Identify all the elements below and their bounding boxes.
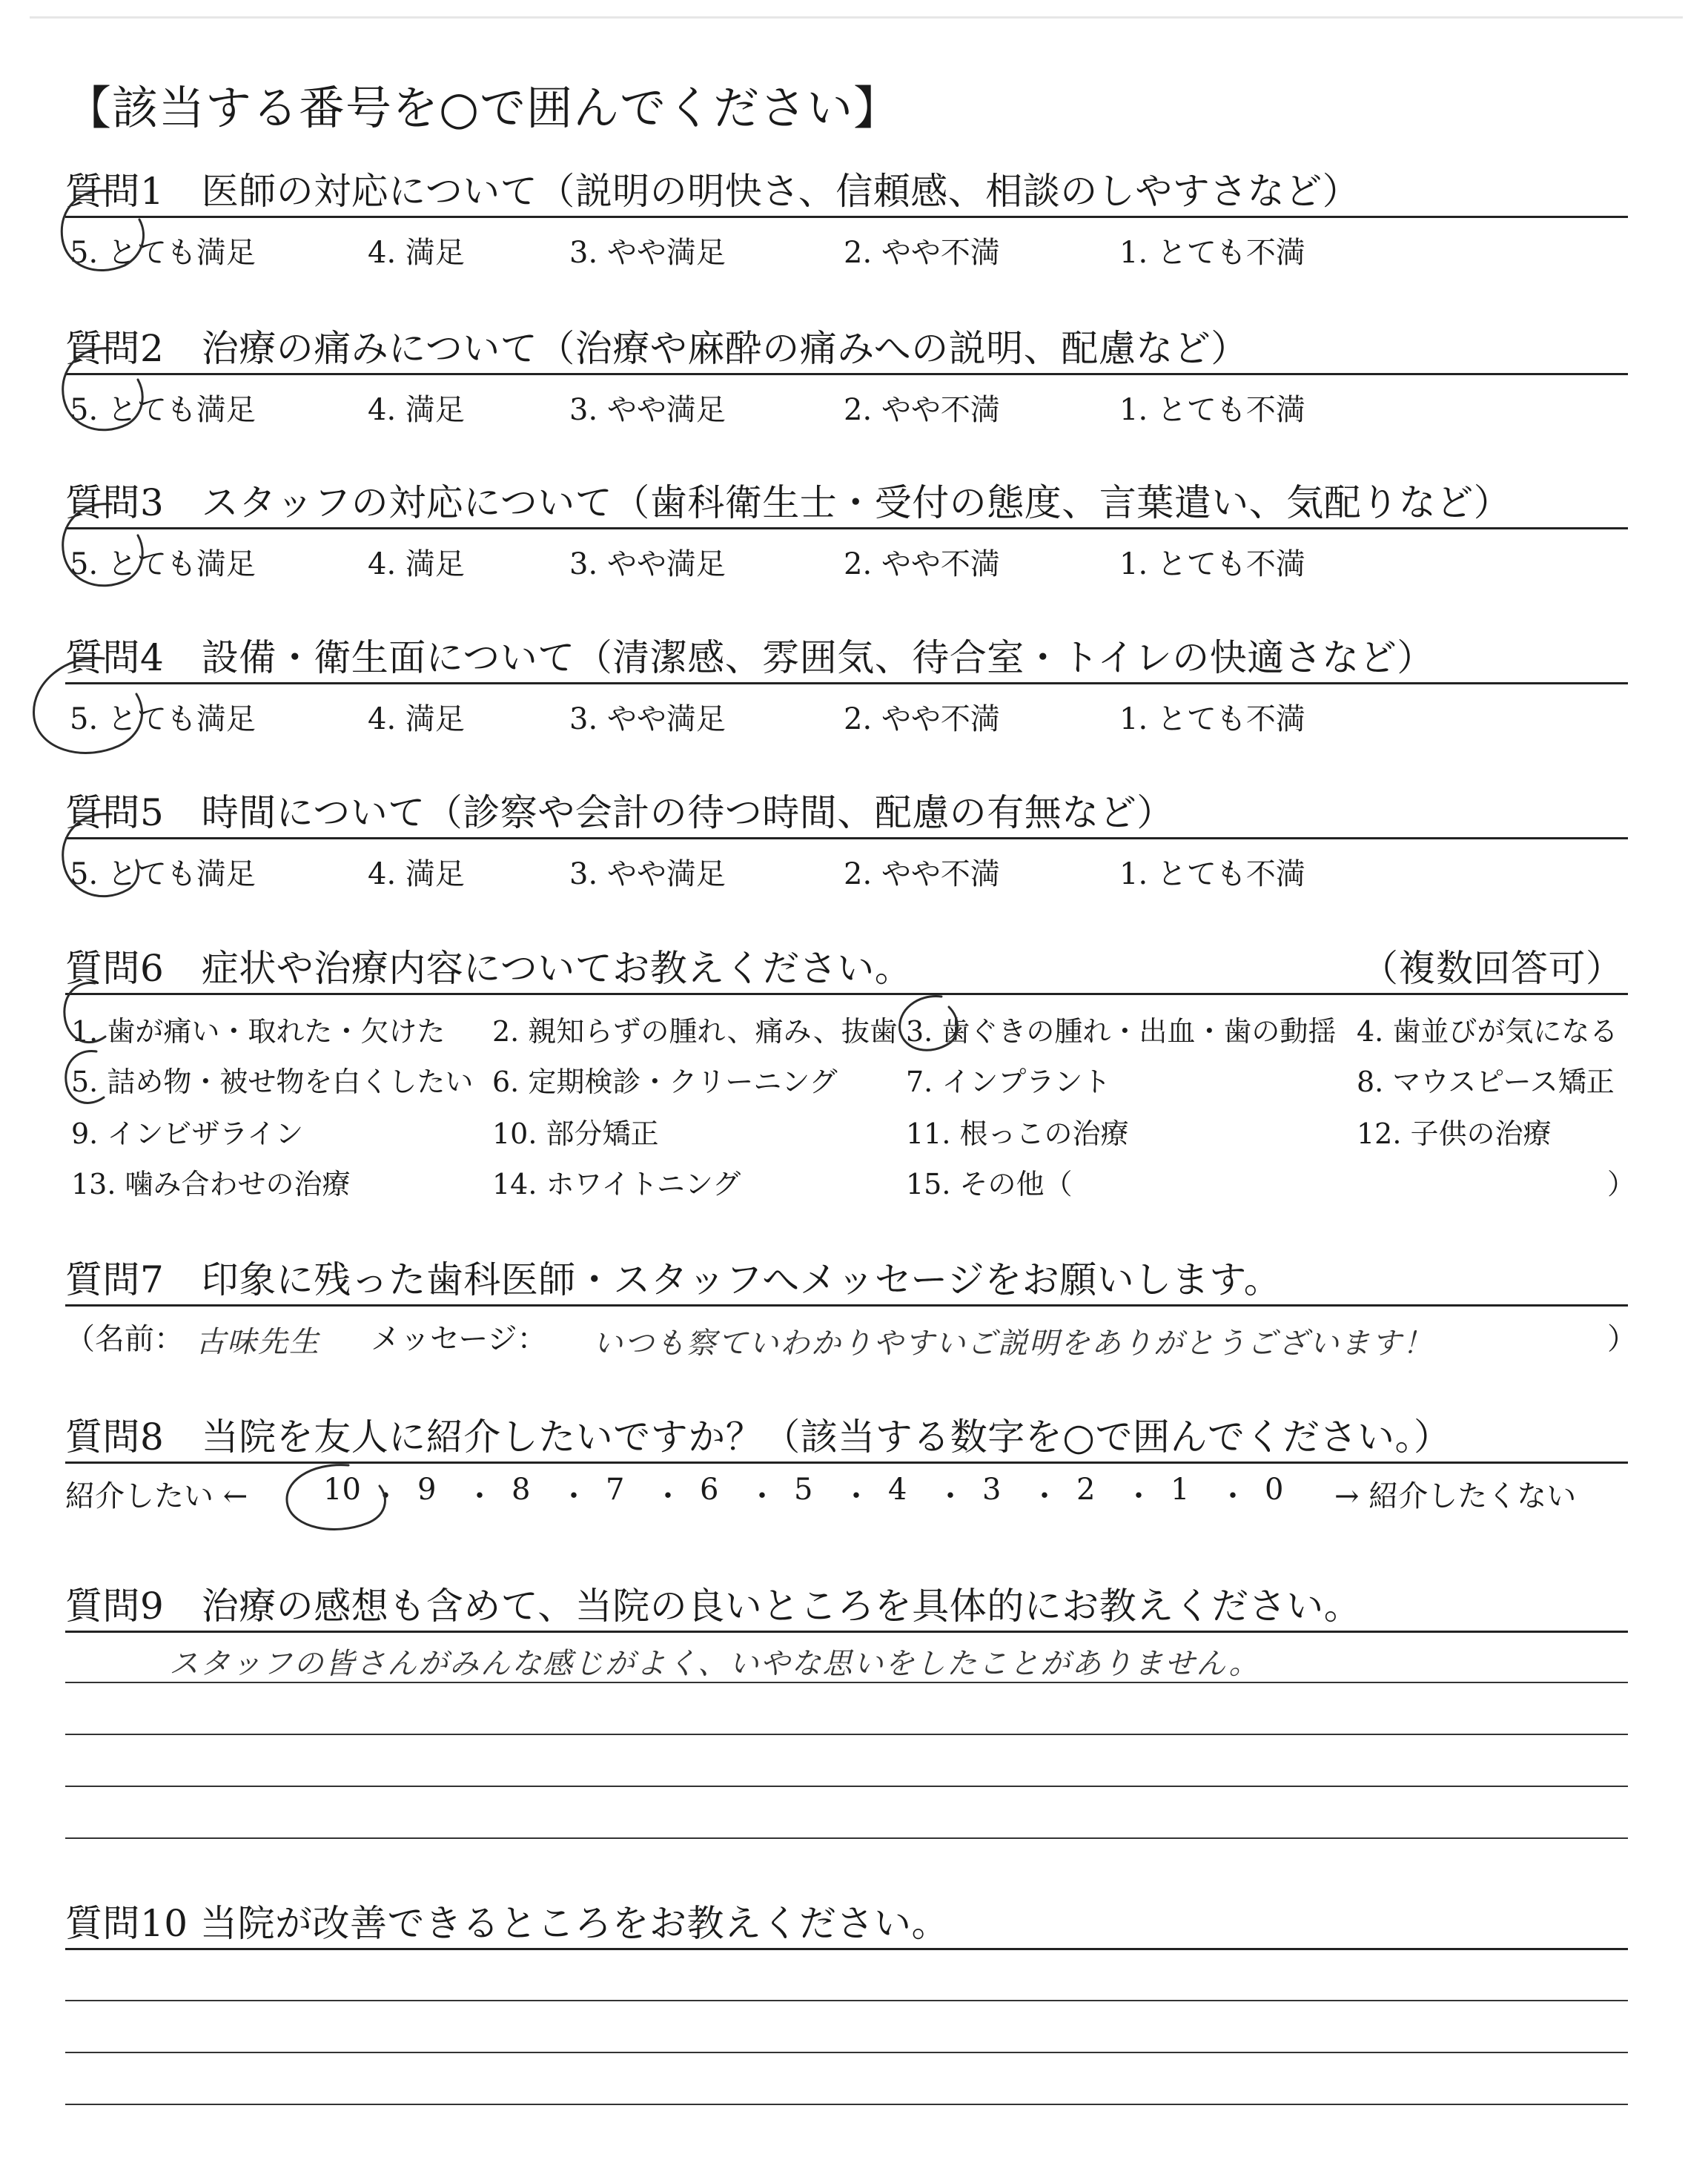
q8-separator: ・ xyxy=(465,1479,494,1513)
q6-option-5[interactable]: 5. 詰め物・被せ物を白くしたい xyxy=(71,1066,474,1098)
q8-separator: ・ xyxy=(936,1479,965,1513)
q8-option-5[interactable]: 5 xyxy=(794,1473,813,1507)
q7-close-paren: ） xyxy=(1607,1322,1637,1356)
q6-title: 質問6 症状や治療内容についてお教えください。 xyxy=(65,947,913,990)
q5-option-2[interactable]: 2. やや不満 xyxy=(844,857,1000,891)
q8-separator: ・ xyxy=(371,1479,400,1513)
q1-option-1[interactable]: 1. とても不満 xyxy=(1119,236,1305,270)
q3-option-4[interactable]: 4. 満足 xyxy=(368,547,465,581)
q6-other-close-paren: ） xyxy=(1607,1168,1636,1200)
q1-option-4[interactable]: 4. 満足 xyxy=(368,236,465,270)
q8-separator: ・ xyxy=(653,1479,683,1513)
q6-option-2[interactable]: 2. 親知らずの腫れ、痛み、抜歯 xyxy=(492,1015,898,1048)
q1-option-5[interactable]: 5. とても満足 xyxy=(70,236,256,270)
q2-option-2[interactable]: 2. やや不満 xyxy=(844,393,1000,427)
q8-title: 質問8 当院を友人に紹介したいですか？（該当する数字を○で囲んでください。） xyxy=(65,1416,1452,1459)
q4-option-4[interactable]: 4. 満足 xyxy=(368,702,465,736)
q5-option-3[interactable]: 3. やや満足 xyxy=(569,857,726,891)
q9-rule xyxy=(65,1631,1628,1633)
q6-option-1[interactable]: 1. 歯が痛い・取れた・欠けた xyxy=(71,1015,446,1048)
q8-left-label: 紹介したい ← xyxy=(65,1479,248,1513)
q4-option-2[interactable]: 2. やや不満 xyxy=(844,702,1000,736)
q6-option-4[interactable]: 4. 歯並びが気になる xyxy=(1357,1015,1618,1048)
q9-answer-line-3 xyxy=(65,1786,1628,1787)
q8-right-label: → 紹介したくない xyxy=(1334,1479,1577,1513)
q2-rule xyxy=(65,373,1628,375)
q3-rule xyxy=(65,527,1628,529)
q8-option-2[interactable]: 2 xyxy=(1076,1473,1096,1507)
q7-rule xyxy=(65,1304,1628,1307)
q8-option-7[interactable]: 7 xyxy=(606,1473,625,1507)
q10-answer-line-3 xyxy=(65,2104,1628,2105)
q4-rule xyxy=(65,682,1628,684)
q5-option-1[interactable]: 1. とても不満 xyxy=(1119,857,1305,891)
q8-separator: ・ xyxy=(841,1479,871,1513)
q6-note: （複数回答可） xyxy=(1361,947,1623,990)
q2-title: 質問2 治療の痛みについて（治療や麻酔の痛みへの説明、配慮など） xyxy=(65,327,1248,370)
q9-answer-line-4 xyxy=(65,1837,1628,1839)
q6-option-14[interactable]: 14. ホワイトニング xyxy=(492,1168,741,1200)
form-heading: 【該当する番号を○で囲んでください】 xyxy=(65,81,901,135)
q5-option-4[interactable]: 4. 満足 xyxy=(368,857,465,891)
q7-name-label: （名前： xyxy=(65,1322,184,1356)
q8-separator: ・ xyxy=(1218,1479,1248,1513)
q8-separator: ・ xyxy=(1124,1479,1153,1513)
q8-option-10[interactable]: 10 xyxy=(323,1473,361,1507)
q8-option-0[interactable]: 0 xyxy=(1265,1473,1284,1507)
q3-title: 質問3 スタッフの対応について（歯科衛生士・受付の態度、言葉遣い、気配りなど） xyxy=(65,481,1512,524)
q3-option-2[interactable]: 2. やや不満 xyxy=(844,547,1000,581)
q9-title: 質問9 治療の感想も含めて、当院の良いところを具体的にお教えください。 xyxy=(65,1585,1362,1628)
q8-rule xyxy=(65,1462,1628,1464)
q7-name-value[interactable]: 古味先生 xyxy=(196,1325,320,1359)
q6-option-7[interactable]: 7. インプラント xyxy=(906,1066,1111,1098)
q6-option-13[interactable]: 13. 噛み合わせの治療 xyxy=(71,1168,351,1200)
q6-option-6[interactable]: 6. 定期検診・クリーニング xyxy=(492,1066,838,1098)
q5-option-5[interactable]: 5. とても満足 xyxy=(70,857,256,891)
q10-rule xyxy=(65,1948,1628,1950)
q8-option-3[interactable]: 3 xyxy=(982,1473,1002,1507)
q1-title: 質問1 医師の対応について（説明の明快さ、信頼感、相談のしやすさなど） xyxy=(65,170,1360,213)
q3-option-1[interactable]: 1. とても不満 xyxy=(1119,547,1305,581)
q2-option-1[interactable]: 1. とても不満 xyxy=(1119,393,1305,427)
q4-option-1[interactable]: 1. とても不満 xyxy=(1119,702,1305,736)
q6-option-10[interactable]: 10. 部分矯正 xyxy=(492,1117,659,1150)
q6-option-3[interactable]: 3. 歯ぐきの腫れ・出血・歯の動揺 xyxy=(906,1015,1337,1048)
q5-rule xyxy=(65,837,1628,839)
q6-option-11[interactable]: 11. 根っこの治療 xyxy=(906,1117,1129,1150)
q9-answer[interactable]: スタッフの皆さんがみんな感じがよく、いやな思いをしたことがありません。 xyxy=(169,1647,1260,1681)
q1-option-3[interactable]: 3. やや満足 xyxy=(569,236,726,270)
q8-option-1[interactable]: 1 xyxy=(1171,1473,1190,1507)
q8-option-4[interactable]: 4 xyxy=(888,1473,907,1507)
q10-answer-line-1 xyxy=(65,2000,1628,2001)
q4-option-3[interactable]: 3. やや満足 xyxy=(569,702,726,736)
q8-separator: ・ xyxy=(747,1479,777,1513)
q2-option-3[interactable]: 3. やや満足 xyxy=(569,393,726,427)
q3-option-3[interactable]: 3. やや満足 xyxy=(569,547,726,581)
q8-option-8[interactable]: 8 xyxy=(512,1473,531,1507)
q1-option-2[interactable]: 2. やや不満 xyxy=(844,236,1000,270)
q6-option-15[interactable]: 15. その他（ xyxy=(906,1168,1073,1200)
q6-rule xyxy=(65,993,1628,995)
q7-message-value[interactable]: いつも察ていわかりやすいご説明をありがとうございます！ xyxy=(593,1327,1434,1361)
q10-answer-line-2 xyxy=(65,2052,1628,2053)
q7-message-label: メッセージ： xyxy=(371,1322,547,1356)
q8-option-9[interactable]: 9 xyxy=(417,1473,437,1507)
q4-title: 質問4 設備・衛生面について（清潔感、雰囲気、待合室・トイレの快適さなど） xyxy=(65,636,1434,679)
q3-option-5[interactable]: 5. とても満足 xyxy=(70,547,256,581)
q8-separator: ・ xyxy=(559,1479,589,1513)
q8-separator: ・ xyxy=(1030,1479,1059,1513)
q4-option-5[interactable]: 5. とても満足 xyxy=(70,702,256,736)
q2-option-5[interactable]: 5. とても満足 xyxy=(70,393,256,427)
q2-option-4[interactable]: 4. 満足 xyxy=(368,393,465,427)
top-border xyxy=(30,16,1683,19)
q9-answer-line-1 xyxy=(65,1682,1628,1683)
q5-title: 質問5 時間について（診察や会計の待つ時間、配慮の有無など） xyxy=(65,791,1174,834)
q6-option-9[interactable]: 9. インビザライン xyxy=(71,1117,304,1150)
q8-option-6[interactable]: 6 xyxy=(700,1473,719,1507)
q9-answer-line-2 xyxy=(65,1734,1628,1735)
q6-option-8[interactable]: 8. マウスピース矯正 xyxy=(1357,1066,1615,1098)
q6-option-12[interactable]: 12. 子供の治療 xyxy=(1357,1117,1552,1150)
q7-title: 質問7 印象に残った歯科医師・スタッフへメッセージをお願いします。 xyxy=(65,1258,1282,1301)
q1-rule xyxy=(65,216,1628,218)
q10-title: 質問10 当院が改善できるところをお教えください。 xyxy=(65,1902,950,1945)
